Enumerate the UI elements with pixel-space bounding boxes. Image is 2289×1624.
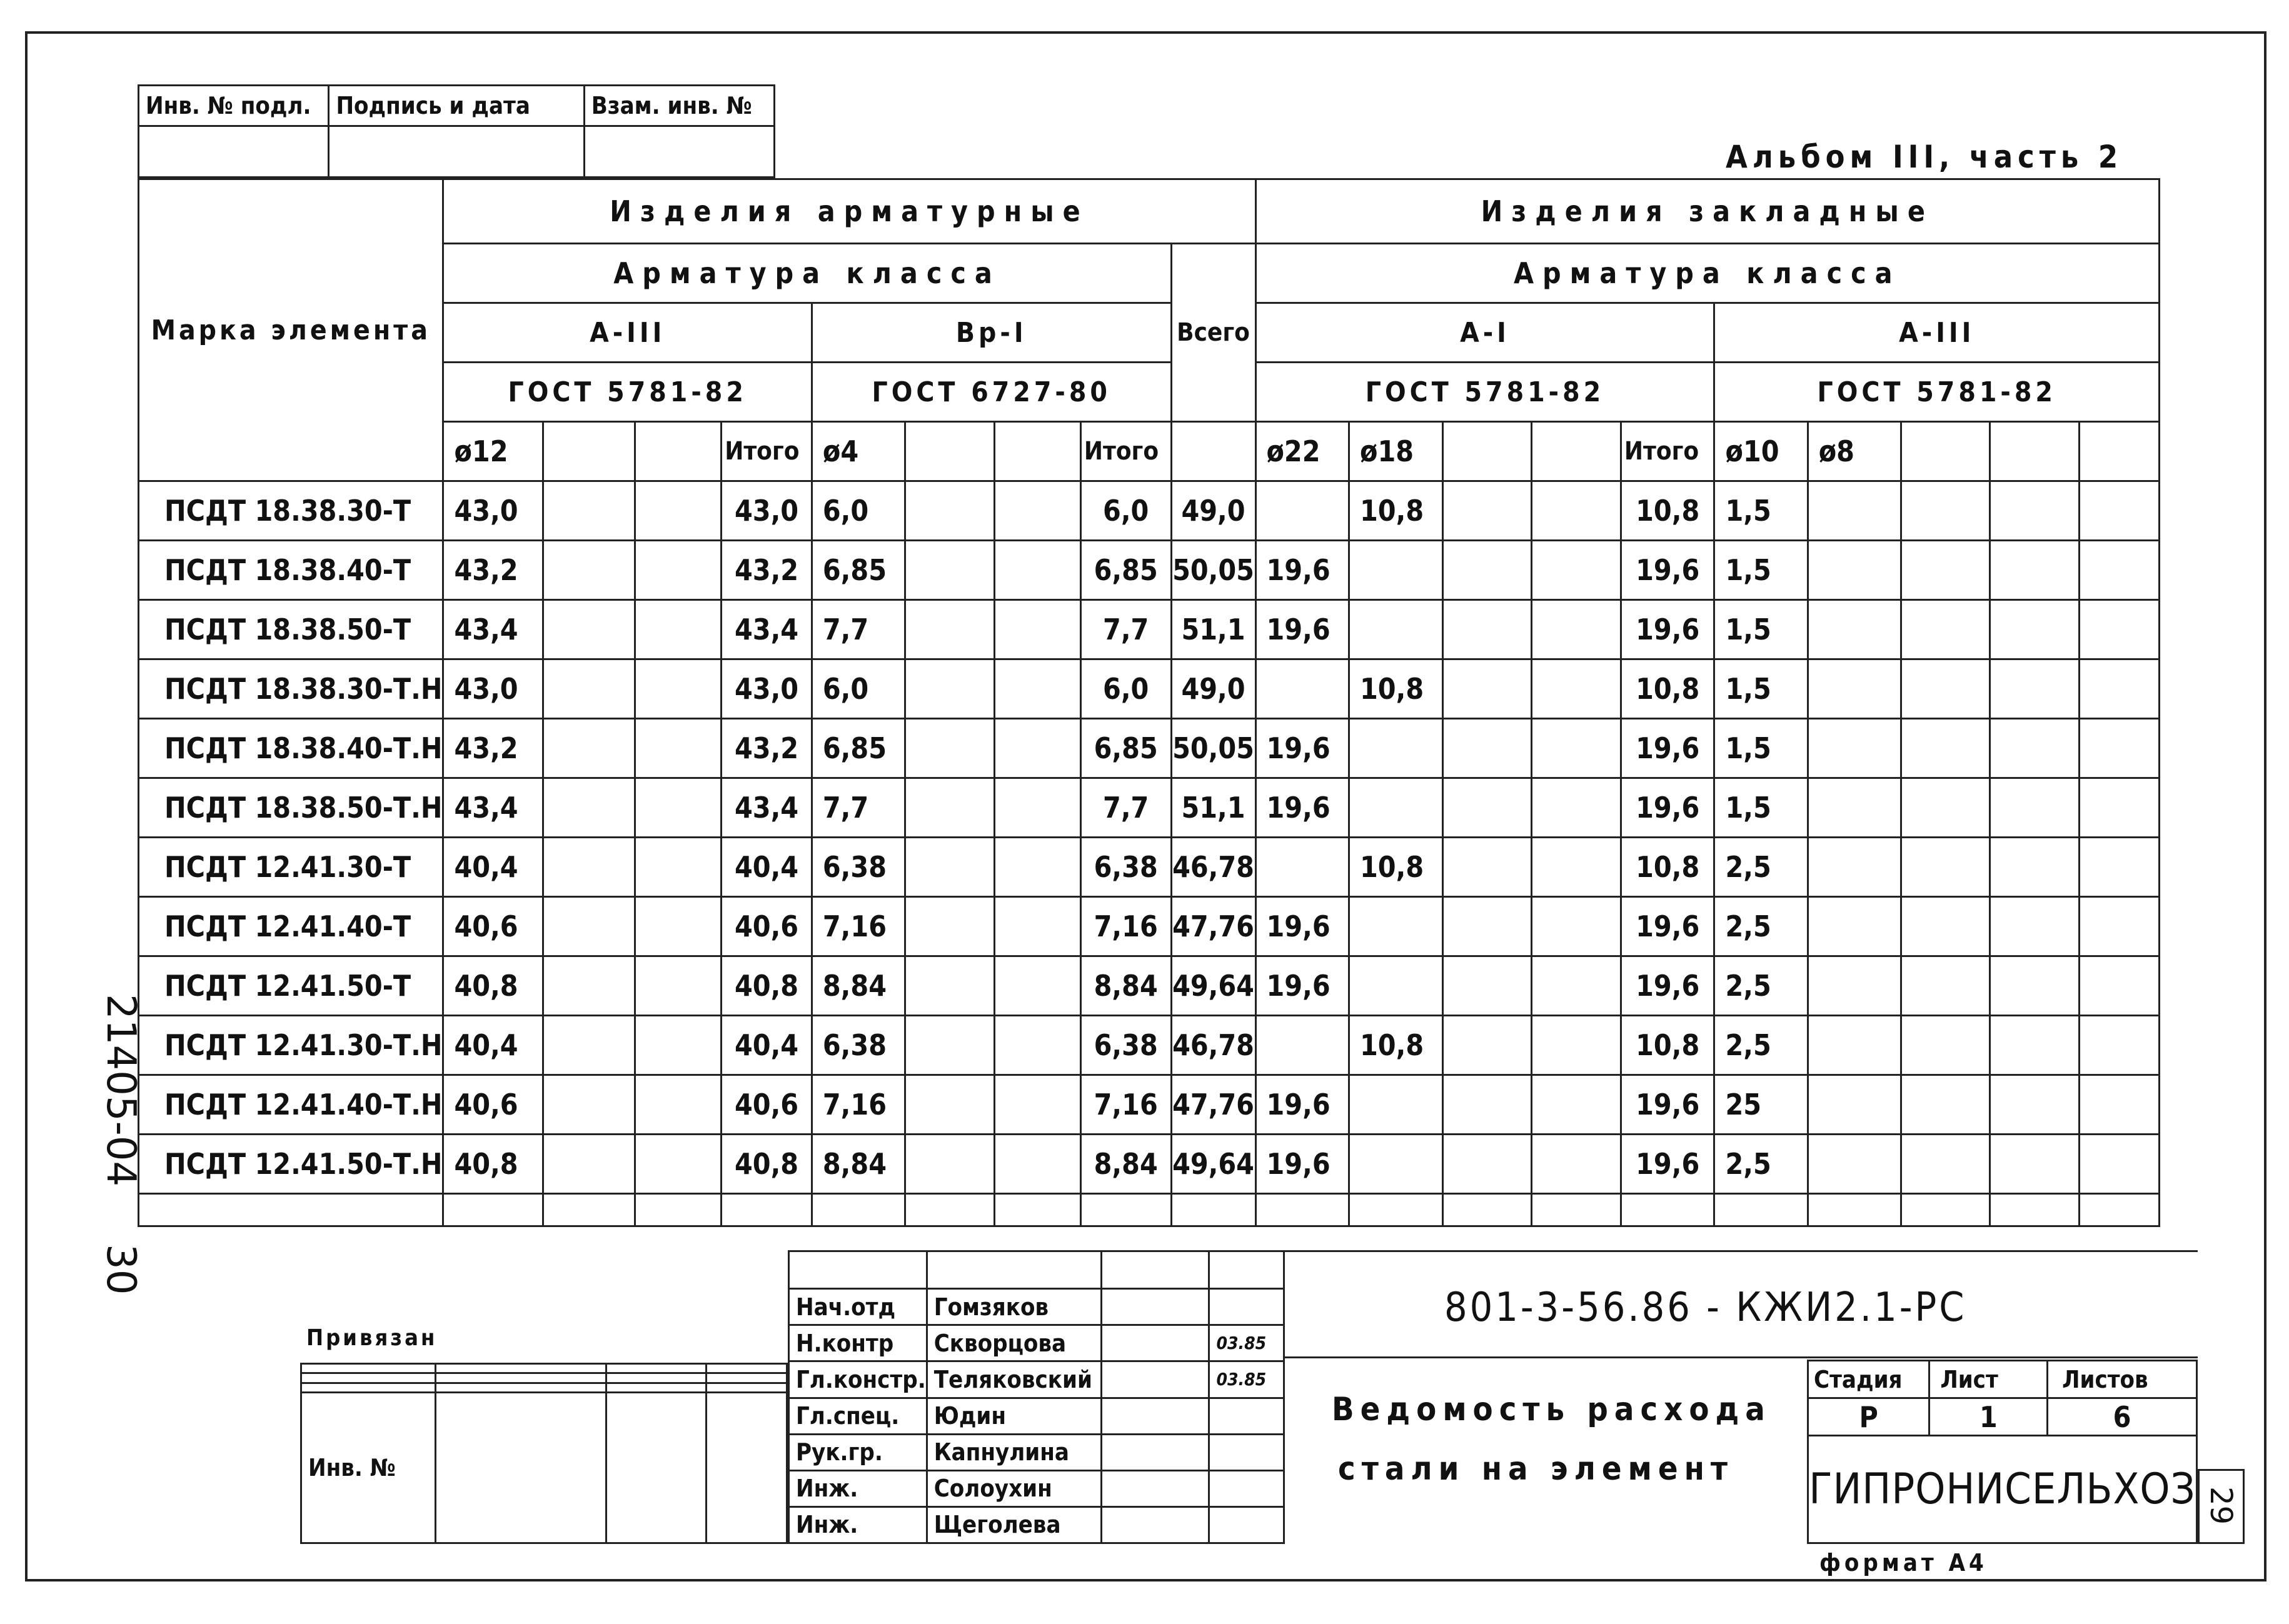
steel-table <box>138 178 2160 1227</box>
cell-d12: 43,2 <box>443 719 543 778</box>
cell-total-1: 40,4 <box>722 1016 812 1075</box>
cell-d22: 19,6 <box>1255 956 1349 1016</box>
signature-row <box>789 1361 1284 1398</box>
signature-row <box>789 1434 1284 1470</box>
cell-d22 <box>1255 659 1349 719</box>
cell-all: 51,1 <box>1171 778 1255 838</box>
cell-d18: 10,8 <box>1349 659 1443 719</box>
table-row <box>139 481 2160 541</box>
cell-total-2: 7,7 <box>1080 778 1171 838</box>
sig-name: Капнулина <box>927 1434 1102 1470</box>
stage-value: Р <box>1808 1398 1929 1436</box>
inv-n-label: Инв. № <box>301 1393 436 1543</box>
cell-total-2: 6,38 <box>1080 838 1171 897</box>
cell-all: 49,64 <box>1171 1135 1255 1194</box>
embed-gost-0: ГОСТ 5781-82 <box>1255 363 1714 422</box>
cell-d10: 1,5 <box>1714 719 1808 778</box>
reinf-gost-1: ГОСТ 6727-80 <box>812 363 1171 422</box>
sheet-value: 1 <box>1929 1398 2048 1436</box>
cell-mark: ПСДТ 18.38.30-Т <box>139 481 443 541</box>
cell-d10: 2,5 <box>1714 1016 1808 1075</box>
cell-d18 <box>1349 956 1443 1016</box>
cell-all: 49,0 <box>1171 659 1255 719</box>
embed-gost-1: ГОСТ 5781-82 <box>1714 363 2160 422</box>
org-name: ГИПРОНИСЕЛЬХОЗ <box>1808 1436 2197 1543</box>
cell-all: 47,76 <box>1171 897 1255 956</box>
table-row <box>139 1135 2160 1194</box>
cell-d18 <box>1349 1135 1443 1194</box>
cell-d12: 43,0 <box>443 481 543 541</box>
cell-total-2: 8,84 <box>1080 1135 1171 1194</box>
cell-d18 <box>1349 600 1443 659</box>
cell-d10: 25 <box>1714 1075 1808 1135</box>
total-1-header: Итого <box>722 422 812 481</box>
cell-total-1: 43,2 <box>722 541 812 600</box>
signature-row <box>789 1325 1284 1361</box>
cell-d18: 10,8 <box>1349 1016 1443 1075</box>
cell-d12: 40,8 <box>443 956 543 1016</box>
cell-d18 <box>1349 897 1443 956</box>
dia-22-header: ø22 <box>1255 422 1349 481</box>
privyazan-label: Привязан <box>306 1325 438 1351</box>
cell-d22: 19,6 <box>1255 1075 1349 1135</box>
sig-name: Солоухин <box>927 1470 1102 1506</box>
cell-d10: 2,5 <box>1714 838 1808 897</box>
cell-mark: ПСДТ 18.38.50-Т <box>139 600 443 659</box>
cell-total-1: 43,0 <box>722 481 812 541</box>
cell-d4: 6,38 <box>812 1016 905 1075</box>
cell-d22: 19,6 <box>1255 600 1349 659</box>
cell-mark: ПСДТ 18.38.30-Т.Н <box>139 659 443 719</box>
cell-d12: 40,4 <box>443 1016 543 1075</box>
sig-role: Нач.отд <box>789 1289 927 1325</box>
table-row <box>139 719 2160 778</box>
sig-name: Теляковский <box>927 1361 1102 1398</box>
sig-role: Инж. <box>789 1506 927 1543</box>
dia-8-header: ø8 <box>1808 422 1901 481</box>
cell-total-1: 43,2 <box>722 719 812 778</box>
cell-mark: ПСДТ 18.38.40-Т <box>139 541 443 600</box>
dia-4-header: ø4 <box>812 422 905 481</box>
sig-signature <box>1102 1398 1209 1434</box>
cell-d22: 19,6 <box>1255 897 1349 956</box>
sig-role: Н.контр <box>789 1325 927 1361</box>
signatures-table <box>788 1250 1285 1544</box>
cell-d4: 6,0 <box>812 659 905 719</box>
sig-date <box>1209 1434 1284 1470</box>
cell-total-1: 40,8 <box>722 956 812 1016</box>
sig-date <box>1209 1470 1284 1506</box>
cell-mark: ПСДТ 18.38.50-Т.Н <box>139 778 443 838</box>
cell-total-3: 10,8 <box>1621 481 1714 541</box>
cell-total-3: 19,6 <box>1621 778 1714 838</box>
reinf-class-0: А-III <box>443 303 812 363</box>
cell-d18 <box>1349 541 1443 600</box>
sig-name: Гомзяков <box>927 1289 1102 1325</box>
group-reinf-header: Изделия арматурные <box>443 179 1255 244</box>
cell-d18: 10,8 <box>1349 838 1443 897</box>
cell-d4: 8,84 <box>812 956 905 1016</box>
cell-d4: 8,84 <box>812 1135 905 1194</box>
cell-d4: 6,85 <box>812 719 905 778</box>
podpis-label: Подпись и дата <box>329 86 584 126</box>
sig-signature <box>1102 1361 1209 1398</box>
cell-total-1: 40,6 <box>722 897 812 956</box>
cell-d10: 1,5 <box>1714 600 1808 659</box>
cell-d12: 43,4 <box>443 778 543 838</box>
signature-row <box>789 1289 1284 1325</box>
cell-d10: 1,5 <box>1714 659 1808 719</box>
cell-total-1: 43,4 <box>722 600 812 659</box>
cell-d12: 40,6 <box>443 897 543 956</box>
cell-total-2: 8,84 <box>1080 956 1171 1016</box>
cell-d12: 43,2 <box>443 541 543 600</box>
cell-all: 49,64 <box>1171 956 1255 1016</box>
cell-total-2: 6,85 <box>1080 541 1171 600</box>
cell-d4: 6,0 <box>812 481 905 541</box>
title-divider <box>1285 1356 2198 1358</box>
top-stamp-table <box>138 84 775 178</box>
sig-signature <box>1102 1506 1209 1543</box>
cell-d12: 43,4 <box>443 600 543 659</box>
cell-d4: 7,16 <box>812 1075 905 1135</box>
signature-row <box>789 1506 1284 1543</box>
cell-total-1: 40,6 <box>722 1075 812 1135</box>
table-row <box>139 897 2160 956</box>
cell-total-3: 19,6 <box>1621 719 1714 778</box>
sig-signature <box>1102 1325 1209 1361</box>
cell-d18 <box>1349 1075 1443 1135</box>
cell-all: 46,78 <box>1171 838 1255 897</box>
cell-d10: 2,5 <box>1714 956 1808 1016</box>
cell-total-3: 19,6 <box>1621 600 1714 659</box>
cell-total-1: 40,4 <box>722 838 812 897</box>
cell-all: 47,76 <box>1171 1075 1255 1135</box>
cell-d10: 2,5 <box>1714 1135 1808 1194</box>
sig-role: Рук.гр. <box>789 1434 927 1470</box>
cell-all: 49,0 <box>1171 481 1255 541</box>
doc-code: 801-3-56.86 - КЖИ2.1-РС <box>1444 1285 1967 1331</box>
table-row <box>139 1075 2160 1135</box>
cell-total-1: 43,0 <box>722 659 812 719</box>
sig-date: 03.85 <box>1209 1361 1284 1398</box>
sheets-value: 6 <box>2048 1398 2197 1436</box>
total-col-header: Всего <box>1171 244 1255 422</box>
cell-total-1: 43,4 <box>722 778 812 838</box>
cell-mark: ПСДТ 12.41.50-Т.Н <box>139 1135 443 1194</box>
cell-all: 46,78 <box>1171 1016 1255 1075</box>
cell-total-2: 7,16 <box>1080 897 1171 956</box>
cell-total-3: 10,8 <box>1621 838 1714 897</box>
cell-total-2: 7,7 <box>1080 600 1171 659</box>
col-mark-header: Марка элемента <box>139 179 443 481</box>
side-num: 30 <box>98 1244 144 1295</box>
cell-total-2: 6,85 <box>1080 719 1171 778</box>
sig-date <box>1209 1289 1284 1325</box>
cell-d22 <box>1255 481 1349 541</box>
embed-class-0: А-I <box>1255 303 1714 363</box>
cell-d22 <box>1255 838 1349 897</box>
cell-d4: 6,38 <box>812 838 905 897</box>
cell-d22: 19,6 <box>1255 541 1349 600</box>
table-row <box>139 600 2160 659</box>
sig-role: Гл.спец. <box>789 1398 927 1434</box>
cell-total-3: 10,8 <box>1621 1016 1714 1075</box>
sig-date <box>1209 1398 1284 1434</box>
stage-header: Стадия <box>1808 1361 1929 1398</box>
cell-d22: 19,6 <box>1255 719 1349 778</box>
cell-d12: 43,0 <box>443 659 543 719</box>
cell-total-3: 10,8 <box>1621 659 1714 719</box>
cell-d4: 7,16 <box>812 897 905 956</box>
cell-all: 51,1 <box>1171 600 1255 659</box>
page-number: 29 <box>2203 1486 2238 1525</box>
cell-total-3: 19,6 <box>1621 956 1714 1016</box>
cell-d18 <box>1349 719 1443 778</box>
cell-d12: 40,6 <box>443 1075 543 1135</box>
stage-table <box>1807 1360 2198 1544</box>
album-label: Альбом III, часть 2 <box>1726 139 2123 175</box>
cell-d18: 10,8 <box>1349 481 1443 541</box>
cell-total-3: 19,6 <box>1621 897 1714 956</box>
title-line-2: стали на элемент <box>1338 1450 1734 1488</box>
title-line-1: Ведомость расхода <box>1332 1391 1771 1428</box>
cell-total-1: 40,8 <box>722 1135 812 1194</box>
cell-d4: 7,7 <box>812 778 905 838</box>
cell-d4: 6,85 <box>812 541 905 600</box>
cell-d22: 19,6 <box>1255 1135 1349 1194</box>
cell-total-3: 19,6 <box>1621 1135 1714 1194</box>
cell-mark: ПСДТ 12.41.50-Т <box>139 956 443 1016</box>
sig-signature <box>1102 1289 1209 1325</box>
embed-class-1: А-III <box>1714 303 2160 363</box>
dia-18-header: ø18 <box>1349 422 1443 481</box>
dia-10-header: ø10 <box>1714 422 1808 481</box>
cell-d10: 1,5 <box>1714 778 1808 838</box>
sig-role: Инж. <box>789 1470 927 1506</box>
cell-d22 <box>1255 1016 1349 1075</box>
sig-date: 03.85 <box>1209 1325 1284 1361</box>
group-embed-header: Изделия закладные <box>1255 179 2160 244</box>
cell-total-3: 19,6 <box>1621 1075 1714 1135</box>
cell-mark: ПСДТ 18.38.40-Т.Н <box>139 719 443 778</box>
sheet-header: Лист <box>1929 1361 2048 1398</box>
cell-total-2: 6,38 <box>1080 1016 1171 1075</box>
cell-d10: 2,5 <box>1714 897 1808 956</box>
dia-12-header: ø12 <box>443 422 543 481</box>
sig-name: Щеголева <box>927 1506 1102 1543</box>
cell-d18 <box>1349 778 1443 838</box>
table-row <box>139 956 2160 1016</box>
cell-mark: ПСДТ 12.41.40-Т.Н <box>139 1075 443 1135</box>
privyazan-grid <box>300 1363 788 1544</box>
cell-d10: 1,5 <box>1714 481 1808 541</box>
sheets-header: Листов <box>2048 1361 2197 1398</box>
sig-role: Гл.констр. <box>789 1361 927 1398</box>
cell-total-2: 6,0 <box>1080 481 1171 541</box>
cell-total-3: 19,6 <box>1621 541 1714 600</box>
cell-d10: 1,5 <box>1714 541 1808 600</box>
cell-all: 50,05 <box>1171 719 1255 778</box>
reinf-gost-0: ГОСТ 5781-82 <box>443 363 812 422</box>
sig-signature <box>1102 1434 1209 1470</box>
table-row <box>139 1016 2160 1075</box>
sig-date <box>1209 1506 1284 1543</box>
format-label: формат А4 <box>1819 1549 1988 1576</box>
cell-all: 50,05 <box>1171 541 1255 600</box>
signature-row <box>789 1398 1284 1434</box>
cell-total-2: 7,16 <box>1080 1075 1171 1135</box>
signature-row <box>789 1470 1284 1506</box>
table-row <box>139 778 2160 838</box>
total-2-header: Итого <box>1080 422 1171 481</box>
inv-podl-label: Инв. № подл. <box>139 86 329 126</box>
cell-d22: 19,6 <box>1255 778 1349 838</box>
cell-total-2: 6,0 <box>1080 659 1171 719</box>
cell-mark: ПСДТ 12.41.30-Т <box>139 838 443 897</box>
reinf-class-1: Вр-I <box>812 303 1171 363</box>
table-row <box>139 541 2160 600</box>
vzam-label: Взам. инв. № <box>584 86 774 126</box>
sig-name: Юдин <box>927 1398 1102 1434</box>
cell-mark: ПСДТ 12.41.30-Т.Н <box>139 1016 443 1075</box>
cell-d12: 40,4 <box>443 838 543 897</box>
side-code: 21405-04 <box>98 994 144 1187</box>
total-3-header: Итого <box>1621 422 1714 481</box>
cell-mark: ПСДТ 12.41.40-Т <box>139 897 443 956</box>
sig-signature <box>1102 1470 1209 1506</box>
embed-class-label: Арматура класса <box>1255 244 2160 303</box>
sig-name: Скворцова <box>927 1325 1102 1361</box>
table-row <box>139 838 2160 897</box>
cell-d4: 7,7 <box>812 600 905 659</box>
table-row <box>139 659 2160 719</box>
cell-d12: 40,8 <box>443 1135 543 1194</box>
reinf-class-label: Арматура класса <box>443 244 1171 303</box>
